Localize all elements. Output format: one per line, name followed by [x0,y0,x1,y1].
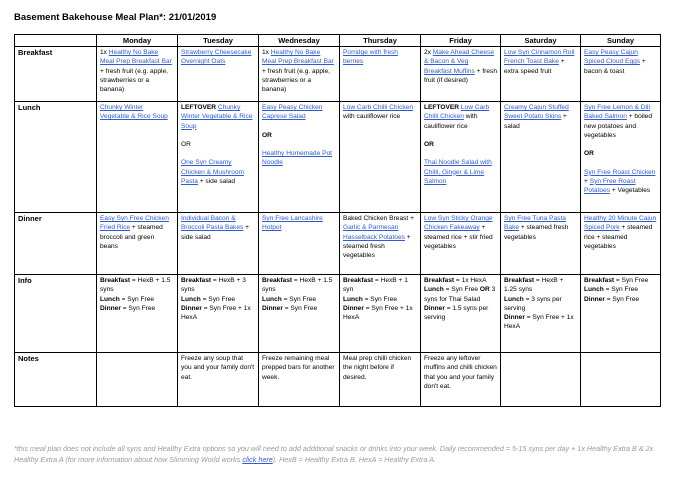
syn-text: = Syn Free [604,295,640,303]
cell-text: + side salad [181,224,249,241]
dinner-wednesday [259,213,340,275]
or-text: OR [181,141,191,149]
cell-text: Baked Chicken Breast + [343,215,414,223]
recipe-link[interactable]: Garlic & Parmesan Hasselback Potatoes [343,224,405,241]
cell-text: + [584,177,590,185]
cell-text: + fresh fruit (e.g. apple, strawberries or a banana) [262,67,330,94]
dinner-monday [97,213,178,275]
meal-label: Lunch [181,295,201,303]
row-label-notes: Notes [15,353,97,407]
recipe-link[interactable]: Creamy Cajun Stuffed Sweet Potato Skins [504,104,569,121]
meal-label: Breakfast [584,277,615,285]
syn-text: = HexB + 3 syns [181,277,246,294]
recipe-link[interactable]: Healthy No Bake Meal Prep Breakfast Bar [262,49,334,66]
click-here-link[interactable]: click here [242,455,273,464]
notes-friday: Freeze any leftover muffins and chilli chicken that you and your family don't eat. [421,353,501,407]
cell-text: + steamed fresh vegetables [343,233,411,260]
info-thursday [340,275,421,353]
syn-text: = Syn Free [282,304,318,312]
recipe-link[interactable]: Low Syn Sticky Orange Chicken Fakeaway [424,215,493,232]
recipe-link[interactable]: Low Carb Chilli Chicken [424,104,490,121]
cell-text: + bacon & toast [584,58,646,75]
lunch-tuesday [178,102,259,213]
breakfast-wednesday [259,47,340,102]
recipe-link[interactable]: Individual Bacon & Broccoli Pasta Bakes [181,215,244,232]
dinner-tuesday [178,213,259,275]
recipe-link[interactable]: Porridge with fresh berries [343,49,398,66]
recipe-link[interactable]: One Syn Creamy Chicken & Mushroom Pasta [181,159,245,185]
cell-text: + steamed rice + stir fried vegetables [424,224,493,250]
syn-text: = Syn Free [603,286,639,294]
dinner-friday [421,213,501,275]
meal-label: Breakfast [262,277,293,285]
dinner-row [15,213,661,275]
info-wednesday [259,275,340,353]
footnote [14,443,660,465]
recipe-link[interactable]: Low Carb Chilli Chicken [343,104,413,112]
cell-text: + extra speed fruit [504,58,565,75]
or-text: OR [479,286,490,294]
lunch-row [15,102,661,213]
syn-text: = Syn Free + 1x HexA [343,304,413,322]
syn-text: = Syn Free [443,286,480,294]
lunch-sunday [581,102,661,213]
meal-label: Dinner [504,314,525,322]
lunch-thursday [340,102,421,213]
syn-text: = Syn Free [200,295,236,303]
cell-text: 1x [100,49,109,57]
cell-text: with cauliflower rice [424,113,478,130]
recipe-link[interactable]: Healthy Homemade Pot Noodle [262,150,333,167]
cell-text: + steamed fresh vegetables [504,224,569,241]
leftover-label: LEFTOVER [424,104,461,112]
cell-text: + fresh fruit (e.g. apple, strawberries or a banana) [100,67,168,94]
row-label-breakfast: Breakfast [15,47,97,102]
breakfast-saturday [501,47,581,102]
cell-text: + side salad [197,177,236,185]
meal-label: Dinner [584,295,605,303]
info-monday [97,275,178,353]
meal-label: Breakfast [181,277,212,285]
meal-label: Dinner [424,304,445,312]
or-text: OR [262,131,272,139]
cell-text: + steamed broccoli and green beans [100,224,163,250]
or-text: OR [584,150,594,158]
day-header-thursday: Thursday [340,35,421,47]
syn-text: = HexB + 1.25 syns [504,277,564,294]
info-row [15,275,661,353]
row-label-dinner: Dinner [15,213,97,275]
recipe-link[interactable]: Syn Free Roast Potatoes [584,177,636,195]
meal-label: Breakfast [424,277,455,285]
recipe-link[interactable]: Strawberry Cheesecake Overnight Oats [181,49,252,66]
leftover-label: LEFTOVER [181,104,218,112]
meal-label: Breakfast [343,277,374,285]
recipe-link[interactable]: Easy Syn Free Chicken Fried Rice [100,215,169,232]
info-friday [421,275,501,353]
dinner-sunday [581,213,661,275]
syn-text: = Syn Free [614,277,649,285]
recipe-link[interactable]: Easy Peasy Cajun Spiced Cloud Eggs [584,49,641,66]
notes-wednesday: Freeze remaining meal prepped bars for another week. [259,353,340,407]
or-text: OR [424,141,434,149]
dinner-saturday [501,213,581,275]
notes-row [15,353,661,407]
meal-label: Lunch [504,295,524,303]
syn-text: = Syn Free + 1x HexA [504,314,574,331]
info-saturday [501,275,581,353]
meal-label: Lunch [100,295,120,303]
syn-text: = Syn Free [120,304,156,312]
day-header-sunday: Sunday [581,35,661,47]
syn-text: = Syn Free + 1x HexA [181,304,251,322]
recipe-link[interactable]: Syn Free Roast Chicken [584,168,656,176]
footnote-text: ). HexB = Healthy Extra B. HexA = Healthy Extra A. [272,455,436,464]
recipe-link[interactable]: Healthy No Bake Meal Prep Breakfast Bar [100,49,172,66]
header-row [15,35,661,47]
dinner-thursday [340,213,421,275]
breakfast-tuesday [178,47,259,102]
recipe-link[interactable]: Syn Free Lancashire Hotpot [262,215,323,232]
syn-text: = 1x HexA [454,277,487,285]
cell-text: + steamed rice + steamed vegetables [584,224,653,250]
corner-cell [15,35,97,47]
syn-text: = 1.5 syns per serving [424,304,489,322]
breakfast-sunday [581,47,661,102]
cell-text: + fresh fruit (if desired) [424,67,498,84]
row-label-info: Info [15,275,97,353]
meal-label: Lunch [424,286,444,294]
day-header-saturday: Saturday [501,35,581,47]
meal-plan-table [14,34,661,407]
row-label-lunch: Lunch [15,102,97,213]
meal-label: Dinner [100,304,121,312]
syn-text: = 3 syns per serving [504,295,562,312]
footnote-text: *this meal plan does not include all syns and Healthy Extra options so you will need to add additional snacks or drinks into your week. Daily recommended = 5-15 syns per day + 1x Healthy Extra B & 2x Healthy Extra A (for more information about how Slimming World works [14,444,654,464]
cell-text: + salad [504,113,567,130]
recipe-link[interactable]: Thai Noodle Salad with Chilli, Ginger & Lime Salmon [424,159,492,185]
breakfast-row [15,47,661,102]
lunch-monday [97,102,178,213]
recipe-link[interactable]: Low Syn Cinnamon Roll French Toast Bake [504,49,575,66]
notes-tuesday: Freeze any soup that you and your family don't eat. [178,353,259,407]
breakfast-friday [421,47,501,102]
info-tuesday [178,275,259,353]
cell-text: 2x [424,49,433,57]
meal-label: Dinner [343,304,364,312]
cell-text: + boiled new potatoes and vegetables [584,113,653,139]
meal-label: Dinner [262,304,283,312]
recipe-link[interactable]: Syn Free Lemon & Dill Baked Salmon [584,104,650,121]
notes-monday [97,353,178,407]
page-title: Basement Bakehouse Meal Plan*: 21/01/2019 [14,12,217,23]
day-header-wednesday: Wednesday [259,35,340,47]
meal-label: Breakfast [504,277,535,285]
notes-sunday [581,353,661,407]
recipe-link[interactable]: Chunky Winter Vegetable & Rice Soup [100,104,168,121]
notes-saturday [501,353,581,407]
meal-label: Lunch [584,286,604,294]
breakfast-monday [97,47,178,102]
syn-text: = HexB + 1.5 syns [100,277,171,294]
day-header-friday: Friday [421,35,501,47]
syn-text: = Syn Free [281,295,317,303]
cell-text: with cauliflower rice [343,113,401,121]
recipe-link[interactable]: Healthy 20 Minute Cajun Spiced Pork [584,215,657,232]
lunch-wednesday [259,102,340,213]
day-header-tuesday: Tuesday [178,35,259,47]
info-sunday [581,275,661,353]
recipe-link[interactable]: Syn Free Tuna Pasta Bake [504,215,566,232]
recipe-link[interactable]: Chunky Winter Vegetable & Rice Soup [181,104,253,130]
cell-text: + Vegetables [610,187,651,195]
syn-text: 3 syns for Thai Salad [424,286,496,303]
meal-label: Breakfast [100,277,131,285]
recipe-link[interactable]: Make Ahead Cheese & Bacon & Veg Breakfast Muffins [424,49,495,75]
syn-text: = HexB + 1 syn [343,277,408,294]
lunch-saturday [501,102,581,213]
meal-label: Lunch [343,295,363,303]
meal-label: Dinner [181,304,202,312]
syn-text: = HexB + 1.5 syns [262,277,333,294]
syn-text: = Syn Free [362,295,398,303]
syn-text: = Syn Free [119,295,155,303]
cell-text: 1x [262,49,271,57]
day-header-monday: Monday [97,35,178,47]
notes-thursday: Meal prep chilli chicken the night before if desired. [340,353,421,407]
breakfast-thursday [340,47,421,102]
lunch-friday [421,102,501,213]
meal-label: Lunch [262,295,282,303]
recipe-link[interactable]: Easy Peasy Chicken Caprese Salad [262,104,323,121]
